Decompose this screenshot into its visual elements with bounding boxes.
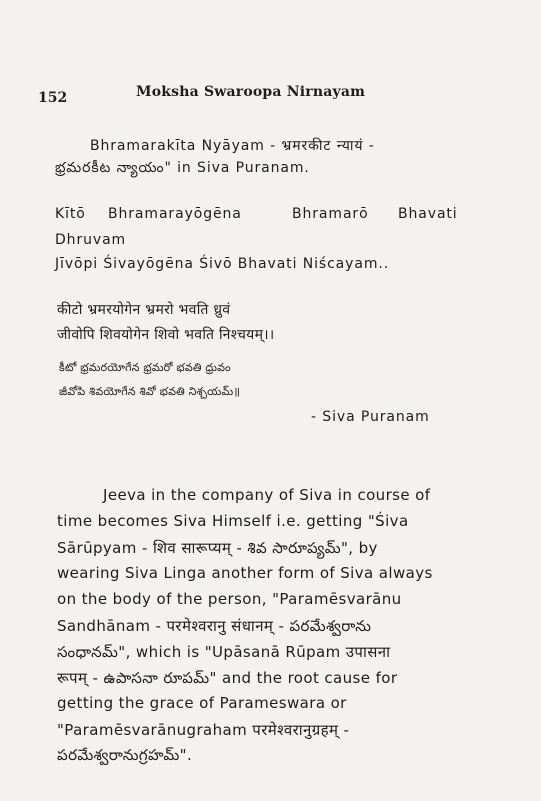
paragraph-line-8: रूपम् - ఉపాసనా రూపమ్" and the root cause for: [57, 669, 398, 687]
verse-devanagari-line-2: जीवोपि शिवयोगेन शिवो भवति निश्चयम्।।: [57, 327, 275, 343]
paragraph-line-2: time becomes Siva Himself i.e. getting "Śiva: [57, 512, 409, 530]
nyayam-line-1: Bhramarakīta Nyāyam - भ्रमरकीट न्यायं -: [90, 138, 375, 154]
paragraph-line-6: Sandhānam - परमेश्वरानु संधानम् - పరమేశ్వరాను: [57, 617, 372, 635]
paragraph-line-11: పరమేశ్వరానుగ్రహమ్".: [57, 746, 193, 764]
paragraph-line-4: wearing Siva Linga another form of Siva always: [57, 564, 433, 582]
paragraph-line-9: getting the grace of Parameswara or: [57, 694, 347, 712]
verse-telugu-line-2: జీవోపి శివయోగేన శివో భవతి నిశ్చయమ్॥: [59, 385, 241, 398]
verse-devanagari-line-1: कीटो भ्रमरयोगेन भ्रमरो भवति ध्रुवं: [57, 302, 231, 318]
page-number: 152: [38, 90, 68, 106]
running-title: Moksha Swaroopa Nirnayam: [136, 84, 366, 100]
verse-transliteration-line-3: Jīvōpi Śivayōgēna Śivō Bhavati Niścayam..: [55, 256, 390, 272]
verse-transliteration-line-2: Dhruvam: [55, 232, 127, 248]
verse-transliteration-word-3: Bhramarō: [292, 206, 369, 222]
paragraph-line-1: Jeeva in the company of Siva in course of: [103, 486, 431, 504]
paragraph-line-5: on the body of the person, "Paramēsvarānu: [57, 590, 402, 608]
nyayam-line-2: భ్రమరకీట న్యాయం" in Siva Puranam.: [55, 160, 310, 176]
paragraph-line-10: "Paramēsvarānugraham परमेश्वरानुग्रहम् -: [57, 721, 350, 739]
verse-transliteration-word-4: Bhavati: [398, 206, 458, 222]
verse-transliteration-word-1: Kītō: [55, 206, 86, 222]
verse-telugu-line-1: కీటో భ్రమరయోగేన భ్రమరో భవతి ధ్రువం: [59, 361, 231, 374]
paragraph-line-7: సంధానమ్", which is "Upāsanā Rūpam उपासना: [57, 643, 391, 661]
verse-source: - Siva Puranam: [311, 409, 430, 425]
paragraph-line-3: Sārūpyam - शिव सारूप्यम् - శివ సారూప్యమ్", by: [57, 539, 378, 557]
verse-transliteration-word-2: Bhramarayōgēna: [108, 206, 242, 222]
